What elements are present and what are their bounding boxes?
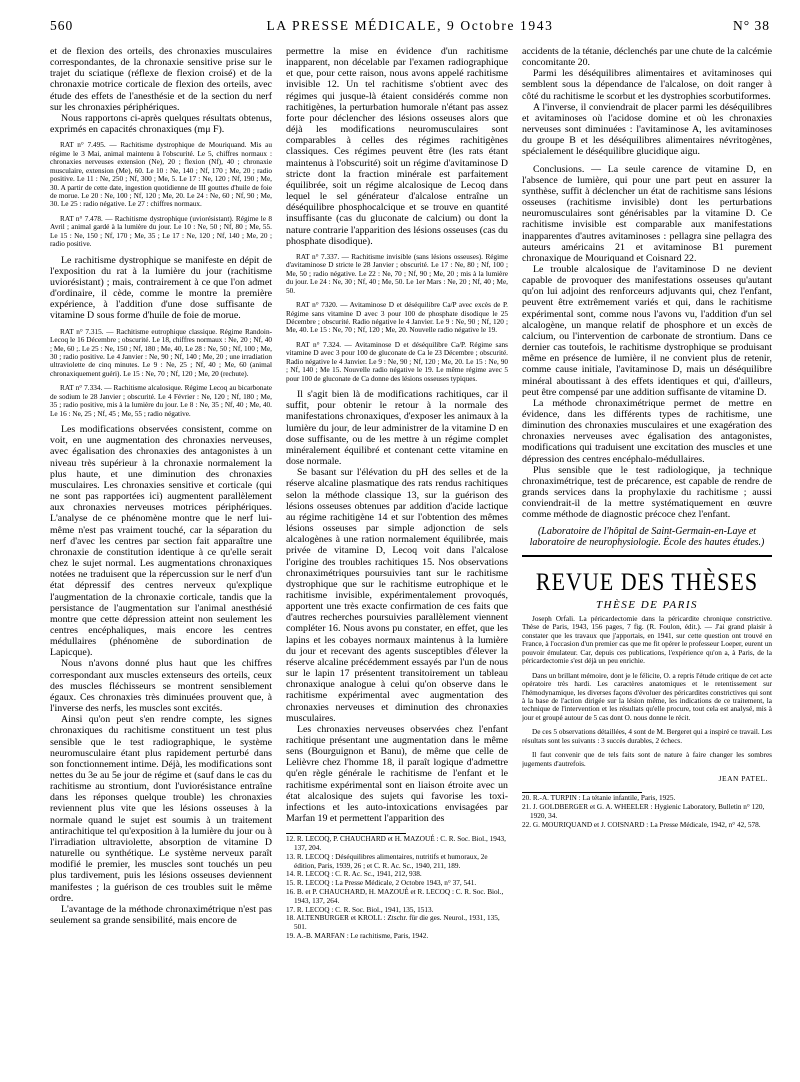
reviewer-signature: JEAN PATEL. [718, 774, 768, 784]
thesis-review: De ces 5 observations détaillées, 4 sont de M. Bergeret qui a inspiré ce travail. Les résultats sont les suivants : 3 succès durables, 2 échecs. [522, 728, 772, 745]
footnote: 17. R. LECOQ : C. R. Soc. Biol., 1941, 135, 1513. [286, 905, 434, 914]
footnote: 14. R. LECOQ : C. R. Ac. Sc., 1941, 212, 938. [286, 870, 422, 879]
experiment-record: RAT n° 7.495. — Rachitisme dystrophique de Mouriquand. Mis au régime le 3 Mai, animal maintenu à l'obscurité. Le 5, chiffres normaux : chronaxies nerveuses extension (Ne), 20 ; flexion (Nf), 40 ; chronaxie musculaire, extension (Me), 60. Le 10 : Ne, 140 ; Nf, 170 ; Me, 20 ; radio positive. Le 11 : Ne, 250 ; Nf, 300 ; Me, 5. Le 17 : Ne, 120 ; Nf, 190 ; Me, 30. A partir de cette date, ingestion quotidienne de III gouttes d'huile de foie de morue. Le 20 : Ne, 100 ; Nf, 120 ; Me, 20. Le 24 : Ne, 60 ; Nf, 90 ; Me, 30. Le 25 : radio négative. Le 27 : chiffres normaux. [50, 141, 272, 209]
column-left [50, 46, 272, 1076]
thesis-review: Dans un brillant mémoire, dont je le félicite, O. a repris l'étude critique de cet acte opératoire très hardi. Les caractères anatomiques et le retentissement sur l'hémodynamique, les diverses façons d'évoluer des péricardites constrictives qui sont à la base de l'action dirigée sur la lésion même, les indications de ce traitement, la technique de l'intervention et les résultats qu'elle procure, tout cela est analysé, mis à jour et groupé autour de 5 cas dont O. nous donne le récit. [522, 671, 772, 722]
section-title: REVUE DES THÈSES [535, 566, 759, 596]
experiment-record: RAT n° 7.478. — Rachitisme dystrophique (uviorésistant). Régime le 8 Avril ; animal gardé à la lumière du jour. Le 10 : Ne, 50 ; Nf, 80 ; Me, 55. Le 15 : Ne, 150 ; Nf, 170 ; Me, 35 ; Le 17 : Ne, 120 ; Nf, 140 ; Me, 20 ; radio positive. [50, 214, 272, 249]
paragraph: Le trouble alcalosique de l'avitaminose D ne devient capable de provoquer des manifestations osseuses qu'autant qu'on lui adjoint des renforceurs adjuvants qui, chez l'enfant, peuvent être extrêmement variés et qui, dans le rachitisme expérimental sont, comme nous l'avons vu, l'addition d'un sel alcalogène, un manque relatif de phosphore et un excès de calcium, ou l'intervention de carbonate de strontium. Dans ce dernier cas toutefois, le rachitisme dystrophique se produisant même en présence de lumière, il ne convient plus de retenir, comme cause initiale, l'avitaminose D, mais un déséquilibre minéral aboutissant à des effets identiques et qui, d'ailleurs, peut être compensé par une addition suffisante de vitamine D. [522, 263, 772, 398]
thesis-review: Joseph Orfali. La péricardectomie dans la péricardite chronique constrictive. Thèse de Paris, 1943, 156 pages, 7 fig. (R. Foulon, édit.). — J'ai grand plaisir à constater que les travaux que j'apportais, en 1941, sur cette question ont trouvé en France, à l'occasion d'un premier cas que me fit opérer le professeur Loeper, eurent un pouvoir émulateur. Car, depuis ces publications, l'expérience qu'on a, à Paris, de la péricardectomie s'est déjà un peu enrichie. [522, 614, 772, 666]
paragraph: et de flexion des orteils, des chronaxies musculaires correspondantes, de la chronaxie sensitive prise sur le trajet du sciatique (réflexe de flexion croisé) et de la chronaxie motrice corticale de flexion des orteils, avec étude des effets de l'anesthésie et de la section du nerf sur les chronaxies périphériques. [50, 46, 272, 113]
thesis-review: Il faut convenir que de tels faits sont de nature à faire changer les sombres jugements d'autrefois. [522, 751, 772, 768]
footnote: 22. G. MOURIQUAND et J. COISNARD : La Presse Médicale, 1942, n° 42, 578. [522, 820, 761, 829]
laboratory-affiliation: (Laboratoire de l'hôpital de Saint-Germain-en-Laye et laboratoire de neurophysiologie. École des hautes études.) [529, 525, 765, 548]
paragraph: L'avantage de la méthode chronaximétrique n'est pas seulement sa grande sensibilité, mais encore de [50, 903, 272, 927]
footnote: 16. B. et P. CHAUCHARD, H. MAZOUÉ et R. LECOQ : C. R. Soc. Biol., 1943, 137, 264. [286, 888, 504, 905]
page-number: 560 [50, 18, 74, 33]
paragraph: Il s'agit bien là de modifications rachitiques, car il suffit, pour obtenir le retour à la normale des manifestations chronaxiques, d'exposer les animaux à la lumière du jour, de leur administrer de la vitamine D en dose suffisante, ou de les mettre à un régime complet minéralement équilibré et contenant cette vitamine en dose normale. [286, 389, 508, 468]
issue-number: N° 38 [732, 18, 770, 33]
footnote: 18. ALTENBURGER et KROLL : Ztschr. für die ges. Neurol., 1931, 135, 501. [286, 914, 500, 932]
paragraph: La méthode chronaximétrique permet de mettre en évidence, dans les différents types de rachitisme, une diminution des chronaxies musculaires et une exagération des chronaxies nerveuses avec égalisation des antagonistes, modifications qui traduisent une excitation des muscles et une dépression des centres encéphalo-médullaires. [522, 397, 772, 465]
conclusions-paragraph: Conclusions. — La seule carence de vitamine D, en l'absence de lumière, qui pour une part peut en assurer la synthèse, suffit à déclencher un état de rachitisme sans lésions osseuses (rachitisme invisible) dont les perturbations neuromusculaires sont générisables par la vitamine D. Ce rachitisme invisible est comparable aux manifestations inapparentes d'autres avitaminoses : pellagra sine pellagra des auteurs américains 21 et avitaminose B1 purement chronaxique de Mouriquand et Coisnard 22. [522, 163, 772, 264]
footnote-list [286, 835, 508, 941]
paragraph: Le rachitisme dystrophique se manifeste en dépit de l'exposition du rat à la lumière du jour (rachitisme uviorésistant) ; mais, contrairement à ce que l'on admet d'ordinaire, il cède, comme le montre la première expérience, à l'addition d'une dose suffisante de vitamine D sous forme d'huile de foie de morue. [50, 254, 272, 322]
footnote: 12. R. LECOQ, P. CHAUCHARD et H. MAZOUÉ : C. R. Soc. Biol., 1943, 137, 204. [286, 835, 506, 853]
paragraph: Plus sensible que le test radiologique, ja technique chronaximétrique, test de précarence, est capable de rendre de grands services dans la prophylaxie du rachitisme ; aussi conviendrait-il de la mettre systématiquement en œuvre comme méthode de diagnostic précoce chez l'enfant. [522, 464, 772, 521]
page-header [50, 18, 770, 40]
footnote: 21. J. GOLDBERGER et G. A. WHEELER : Hygienic Laboratory, Bulletin n° 120, 1920, 34. [522, 802, 765, 820]
paragraph: Nous n'avons donné plus haut que les chiffres correspondant aux muscles extenseurs des orteils, ceux des muscles fléchisseurs se montrent sensiblement égaux. Ces chronaxies très diminuées prouvent que, à l'inverse des nerfs, les muscles sont excités. [50, 658, 272, 715]
experiment-record: RAT n° 7.324. — Avitaminose D et déséquilibre Ca/P. Régime sans vitamine D avec 3 pour 100 de gluconate de Ca le 23 Décembre ; obscurité. Radio négative le 4 Janvier. Le 9 : Ne, 90 ; Nf, 120 ; Me, 20. Le 15 : Ne, 90 ; Nf, 140 ; Me 15. Nouvelle radio négative le 19. Le même régime avec 5 pour 100 de gluconate de Ca donne des lésions osseuses typiques. [286, 340, 508, 383]
experiment-record: RAT n° 7320. — Avitaminose D et déséquilibre Ca/P avec excès de P. Régime sans vitamine D avec 3 pour 100 de phosphate disodique le 25 Décembre ; obscurité. Radio négative le 4 Janvier. Le 9 : Ne, 90 ; Nf, 120 ; Me, 40. Le 15 : Ne, 70 ; Nf, 120 ; Me, 20. Nouvelle radio négative le 19. [286, 301, 508, 335]
experiment-record: RAT n° 7.315. — Rachitisme eutrophique classique. Régime Randoin-Lecoq le 16 Décembre ; obscurité. Le 18, chiffres normaux : Ne, 20 ; Nf, 40 ; Me, 60 ;. Le 25 : Ne, 150 ; Nf, 180 ; Me, 40, Le 28 : Ne, 50 ; Nf, 100 ; Me, 30 ; radio positive. Le 4 Janvier : Ne, 90 ; Nf, 140 ; Me, 20 ; une irradiation ultraviolette de cinq minutes. Le 9 : Ne, 25 ; Nf, 40 ; Me, 60 (animal chronaxiquement guéri). Le 15 : Ne, 70 ; Nf, 120 ; Me, 20 (rechute). [50, 327, 272, 378]
paragraph: Parmi les déséquilibres alimentaires et avitaminoses qui semblent sous la dépendance de l'alcalose, on doit ranger à côté du rachitisme le scorbut et les dystrophies scorbutiformes. [522, 68, 772, 102]
column-right [522, 46, 772, 1076]
experiment-record: RAT n° 7.337. — Rachitisme invisible (sans lésions osseuses). Régime d'avitaminose D stricte le 28 Janvier ; obscurité. Le 17 : Ne, 80 ; Nf, 100 ; Me, 50 ; radio négative. Le 22 : Ne, 70 ; Nf, 90 ; Me, 20 ; mis à la lumière du jour. Le 24 : Ne, 30 ; Nf, 40 ; Me, 50. Le 1er Mars : Ne, 20 ; Nf, 40 ; Me, 50. [286, 252, 508, 295]
paragraph: Les modifications observées consistent, comme on voit, en une augmentation des chronaxies nerveuses, avec égalisation des chronaxies des antagonistes à un niveau très supérieur à la chronaxie normalement la plus haute, et une diminution des chronaxies musculaires. Les chronaxies sensitive et corticale (qui ne sont pas rapportées ici) augmentent parallèlement aux chronaxies nerveuses motrices périphériques. L'analyse de ce phénomène montre que le nerf lui-même n'est pas vraiment touché, car la séparation du nerf d'avec les centres par section fait apparaître une chronaxie de constitution identique à ce qu'elle serait chez le sujet normal. Les augmentations chronaxiques notées ne traduisent que la répercussion sur le nerf d'un état dépressif des centres nerveux qu'explique l'augmentation de la chronaxie corticale, tandis que la persistance de l'augmentation sur l'animal anesthésié montre que cette dépression atteint non seulement les centres encéphaliques, mais encore les centres médullaires (phénomène de subordination de Lapicque). [50, 424, 272, 659]
footnote: 15. R. LECOQ : La Presse Médicale, 2 Octobre 1943, n° 37, 541. [286, 879, 477, 888]
footnote: 20. R.-A. TURPIN : La tétanie infantile, Paris, 1925. [522, 794, 676, 803]
subsection-title: THÈSE DE PARIS [595, 598, 699, 611]
experiment-record: RAT n° 7.334. — Rachitisme alcalosique. Régime Lecoq au bicarbonate de sodium le 28 Janvier ; obscurité. Le 4 Février : Ne, 120 ; Nf, 180 ; Me, 35 ; radio positive, mis à la lumière du jour. Le 8 : Ne, 35 ; Nf, 40 ; Me, 40. Le 16 : Ne, 25 ; Nf, 45 ; Me, 55 ; radio négative. [50, 384, 272, 418]
paragraph: Ainsi qu'on peut s'en rendre compte, les signes chronaxiques du rachitisme constituent un test plus sensible que le test radiographique, le système neuromusculaire étant plus rapidement perturbé dans son fonctionnement intime. Déjà, les modifications sont nettes du 3e au 5e jour de régime et (sauf dans le cas du rachitisme au strontium, dont l'uviorésistance entraîne dans les réponses quelque trouble) les chronaxies reviennent plus vite que les lésions osseuses à la normale quand le sujet est soumis à un traitement antirachitique tel qu'exposition à la lumière du jour ou à l'irradiation ultraviolette, absorption de vitamine D naturelle ou synthétique. Le système nerveux paraît modifié le premier, les muscles sont touchés un peu plus tardivement, puis les lésions osseuses deviennent manifestes ; la guérison de ces troubles suit le même ordre. [50, 714, 272, 904]
paragraph: accidents de la tétanie, déclenchés par une chute de la calcémie concomitante 20. [522, 46, 772, 69]
paragraph: Nous rapportons ci-après quelques résultats obtenus, exprimés en capacités chronaxiques (mμ F). [50, 112, 272, 136]
paragraph: permettre la mise en évidence d'un rachitisme inapparent, non décelable par l'examen radiographique et que, pour cette raison, nous avons appelé rachitisme invisible 12. Un tel rachitisme s'obtient avec des régimes qui jusque-là étaient considérés comme non rachitigènes, la perturbation humorale n'étant pas assez forte pour déclencher des lésions osseuses alors que déjà les modifications neuromusculaires sont comparables à celles des régimes rachitigènes classiques. Ces régimes peuvent être (les rats étant maintenus à l'obscurité) soit un régime d'avitaminose D stricte dont la fraction minérale est parfaitement équilibrée, soit un régime alcalosique de Lecoq dans lequel le sel générateur d'alcalose entraîne un déséquilibre phosphocalcique et se trouve en quantité insuffisante (cas du gluconate de calcium) ou dont la nature contrarie l'apparition des lésions osseuses (cas du phosphate disodique). [286, 46, 508, 247]
footnote: 19. A.-B. MARFAN : Le rachitisme, Paris, 1942. [286, 932, 429, 941]
paragraph: Les chronaxies nerveuses observées chez l'enfant rachitique présentant une augmentation dans le même sens (Bourguignon et Banu), de même que celle de Lelièvre chez l'homme 18, il paraît logique d'admettre qu'en règle générale le rachitisme de l'enfant et le rachitisme expérimental sont en liaison étroite avec un état alcalosique des sujets qui favorise les toxi-infections et les auto-intoxications envisagées par Marfan 19 et permettent l'apparition des [286, 723, 508, 825]
footnote-list [522, 794, 772, 829]
paragraph: Se basant sur l'élévation du pH des selles et de la réserve alcaline plasmatique des rats rendus rachitiques selon la méthode classique 13, sur la guérison des lésions osseuses obtenues par addition d'acide lactique au régime rachitigène 14 et sur l'obtention des mêmes lésions osseuses par simple adjonction de sels alcalogènes à une ration normalement équilibrée, mais privée de vitamine D, Lecoq voit dans l'alcalose l'origine des troubles rachitiques 15. Nos observations chronaximétriques poursuivies tant sur le rachitisme dystrophique que sur le rachitisme eutrophique et le rachitisme invisible, expérimentalement provoqués, apportent une très exacte confirmation de ces faits que d'autres recherches poursuivies parallèlement viennent compléter 16. Nous avons pu constater, en effet, que les lapins et les cobayes normaux maintenus à la lumière du jour et recevant des agents susceptibles d'élever la réserve alcaline précédemment essayés par l'un de nous sur le lapin 17 présentent transitoirement un tableau chronaxique analogue à celui qu'on observe dans le rachitisme expérimental avec augmentation des chronaxies nerveuses et diminution des chronaxies musculaires. [286, 467, 508, 724]
section-divider [522, 555, 772, 557]
paragraph: A l'inverse, il conviendrait de placer parmi les déséquilibres et avitaminoses où l'acidose domine et où les chronaxies nerveuses sont diminuées : l'avitaminose A, les avitaminoses du groupe B et les déséquilibres alimentaires névritogènes, spécialement le déséquilibre glucidique aigu. [522, 101, 772, 158]
footnote: 13. R. LECOQ : Déséquilibres alimentaires, nutritifs et humoraux, 2e édition, Paris, 1939, 26 ; et C. R. Ac. Sc., 1940, 211, 189. [286, 852, 488, 870]
journal-title: LA PRESSE MÉDICALE, 9 Octobre 1943 [266, 18, 554, 33]
column-middle [286, 46, 508, 1076]
